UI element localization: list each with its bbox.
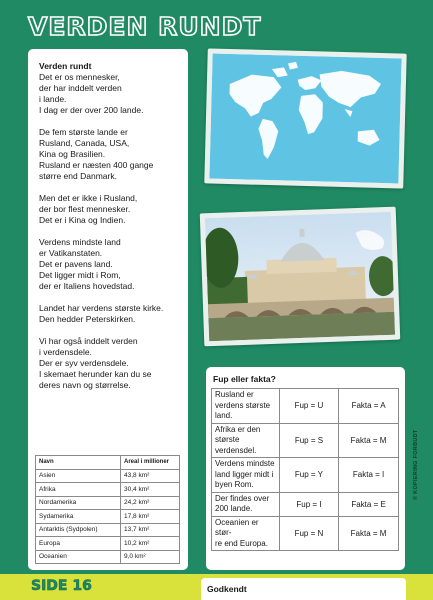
continent-area-cell: 13,7 km² [121, 523, 180, 537]
text-line: I skemaet herunder kan du se [39, 369, 152, 379]
quiz-fakta-option[interactable]: Fakta = M [339, 516, 399, 551]
quiz-statement-line: Rusland er [215, 390, 254, 399]
quiz-row [212, 492, 399, 516]
text-line: større end Danmark. [39, 171, 117, 181]
continent-area-cell: 10,2 km² [121, 537, 180, 551]
table-row [36, 469, 180, 483]
table-row [36, 537, 180, 551]
text-line: er Vatikanstaten. [39, 248, 103, 258]
page-title: VERDEN RUNDT [28, 12, 262, 41]
text-line: Rusland, Canada, USA, [39, 138, 130, 148]
text-paragraph [39, 127, 178, 182]
continent-name-cell: Sydamerika [36, 510, 121, 524]
quiz-fup-option[interactable]: Fup = U [279, 389, 338, 424]
text-paragraph [39, 193, 178, 226]
continent-name-cell: Antarktis (Sydpolen) [36, 523, 121, 537]
continent-area-cell: 17,8 km² [121, 510, 180, 524]
page-number: SIDE 16 [31, 578, 92, 594]
quiz-row [212, 423, 399, 458]
text-line: I dag er der over 200 lande. [39, 105, 144, 115]
copyright-notice: © KOPIERING FORBUDT [413, 429, 419, 500]
quiz-card [206, 367, 405, 570]
text-paragraph [39, 237, 178, 292]
quiz-statement-line: Oceanien er stør- [215, 517, 259, 537]
godkendt-box[interactable] [201, 578, 406, 600]
quiz-statement [212, 492, 280, 516]
quiz-fakta-option[interactable]: Fakta = M [339, 423, 399, 458]
text-paragraphs [39, 72, 178, 391]
continent-area-cell: 9,0 km² [121, 550, 180, 564]
quiz-statement-line: Verdens mindste [215, 459, 275, 468]
text-line: der bor flest mennesker. [39, 204, 131, 214]
continent-name-cell: Asien [36, 469, 121, 483]
text-line: Det er os mennesker, [39, 72, 120, 82]
text-line: Det er pavens land. [39, 259, 113, 269]
godkendt-label: Godkendt [207, 584, 247, 594]
continent-area-cell: 43,8 km² [121, 469, 180, 483]
quiz-statement-line: land ligger midt i [215, 469, 274, 479]
continent-name-cell: Afrika [36, 483, 121, 497]
table-row [36, 550, 180, 564]
text-paragraph [39, 72, 178, 116]
quiz-row [212, 389, 399, 424]
quiz-row [212, 516, 399, 551]
continent-name-cell: Nordamerika [36, 496, 121, 510]
text-line: Det er i Kina og Indien. [39, 215, 126, 225]
quiz-statement [212, 516, 280, 551]
text-line: der har inddelt verden [39, 83, 122, 93]
area-table-header-row [36, 456, 180, 470]
text-line: deres navn og størrelse. [39, 380, 131, 390]
vatican-photo [200, 207, 401, 347]
quiz-fakta-option[interactable]: Fakta = I [339, 458, 399, 493]
text-line: i verdensdele. [39, 347, 92, 357]
table-row [36, 483, 180, 497]
area-table-header-name: Navn [36, 456, 121, 470]
quiz-statement [212, 423, 280, 458]
text-line: Landet har verdens største kirke. [39, 303, 164, 313]
quiz-statement-line: byen Rom. [215, 480, 254, 489]
continent-name-cell: Europa [36, 537, 121, 551]
text-line: Vi har også inddelt verden [39, 336, 138, 346]
quiz-statement-line: verdensdel. [215, 445, 257, 455]
continent-area-cell: 30,4 km² [121, 483, 180, 497]
quiz-statement [212, 389, 280, 424]
text-line: Rusland er næsten 400 gange [39, 160, 154, 170]
quiz-row [212, 458, 399, 493]
text-paragraph [39, 303, 178, 325]
world-map-image [209, 54, 401, 184]
quiz-statement-line: verdens største [215, 400, 271, 410]
text-line: Den hedder Peterskirken. [39, 314, 136, 324]
area-table-header-area: Areal i millioner [121, 456, 180, 470]
continent-name-cell: Oceanien [36, 550, 121, 564]
quiz-fup-option[interactable]: Fup = N [279, 516, 338, 551]
quiz-fakta-option[interactable]: Fakta = E [339, 492, 399, 516]
area-table [35, 455, 180, 564]
footer-bar [0, 574, 433, 600]
quiz-statement-line: 200 lande. [215, 504, 253, 513]
text-line: Der er syv verdensdele. [39, 358, 129, 368]
table-row [36, 510, 180, 524]
quiz-fup-option[interactable]: Fup = S [279, 423, 338, 458]
quiz-title: Fup eller fakta? [213, 374, 276, 384]
quiz-fup-option[interactable]: Fup = I [279, 492, 338, 516]
quiz-statement [212, 458, 280, 493]
table-row [36, 496, 180, 510]
text-line: Men det er ikke i Rusland, [39, 193, 138, 203]
text-line: i lande. [39, 94, 67, 104]
quiz-table [211, 388, 399, 551]
text-line: der er Italiens hovedstad. [39, 281, 135, 291]
quiz-fakta-option[interactable]: Fakta = A [339, 389, 399, 424]
quiz-statement-line: Der findes over [215, 493, 270, 503]
quiz-statement-line: største [215, 435, 240, 444]
text-heading: Verden rundt [39, 61, 92, 71]
vatican-st-peters-image [205, 212, 395, 341]
quiz-statement-line: re end Europa. [215, 538, 268, 548]
continent-area-cell: 24,2 km² [121, 496, 180, 510]
text-paragraph [39, 336, 178, 391]
text-line: De fem største lande er [39, 127, 128, 137]
world-map-photo [204, 48, 406, 188]
text-line: Verdens mindste land [39, 237, 121, 247]
quiz-statement-line: Afrika er den [215, 424, 261, 434]
quiz-statement-line: land. [215, 411, 233, 420]
text-line: Kina og Brasilien. [39, 149, 106, 159]
text-line: Det ligger midt i Rom, [39, 270, 121, 280]
quiz-fup-option[interactable]: Fup = Y [279, 458, 338, 493]
table-row [36, 523, 180, 537]
